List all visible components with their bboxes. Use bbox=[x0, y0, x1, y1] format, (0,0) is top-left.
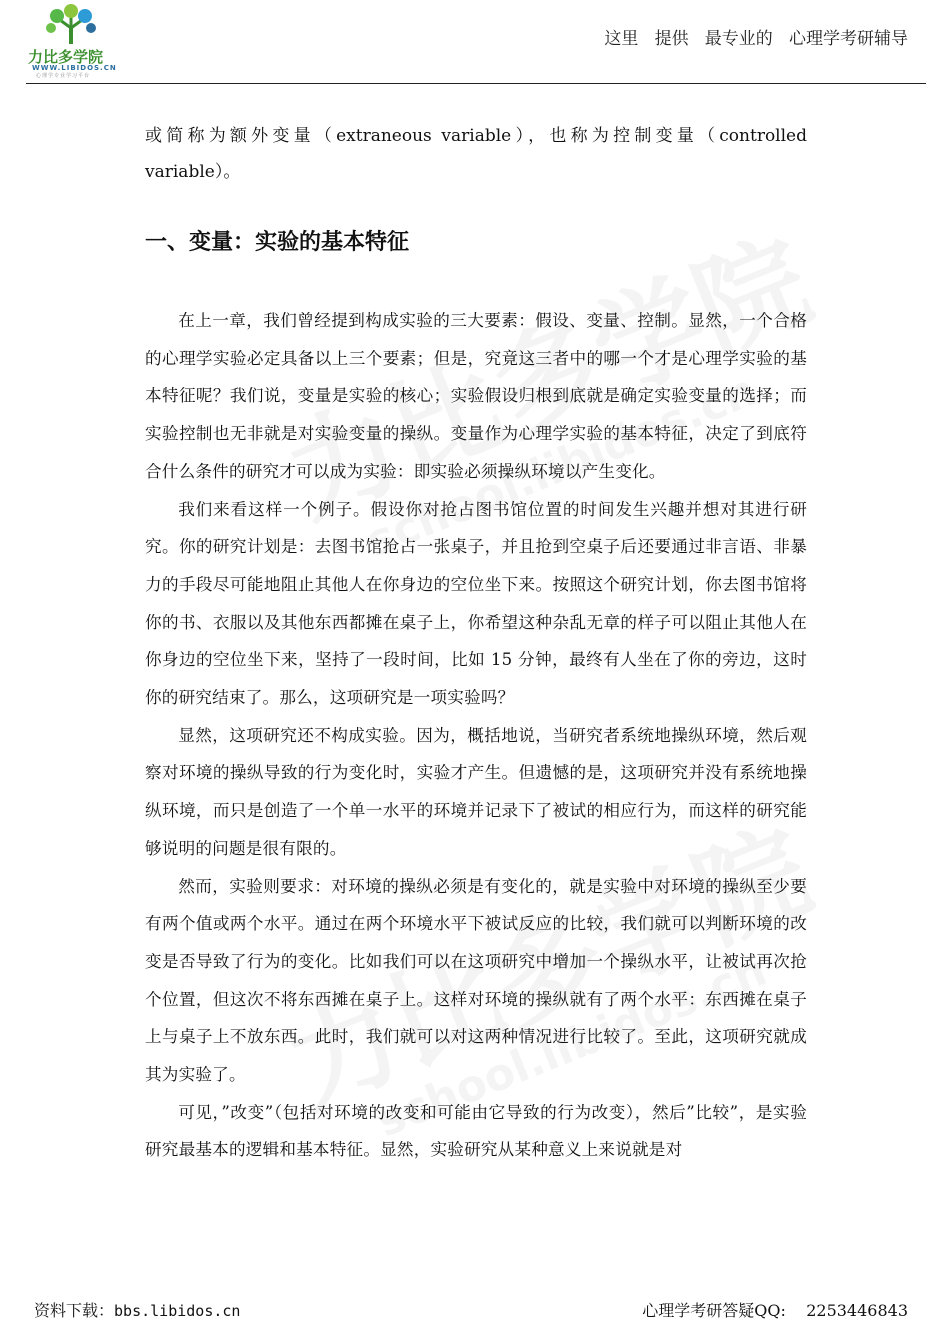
document-body bbox=[145, 118, 807, 1169]
paragraph-4: 然而，实验则要求：对环境的操纵必须是有变化的，就是实验中对环境的操纵至少要有两个值或两个水平。通过在两个环境水平下被试反应的比较，我们就可以判断环境的改变是否导致了行为的变化。比如我们可以在这项研究中增加一个操纵水平，让被试再次抢个位置，但这次不将东西摊在桌子上。这样对环境的操纵就有了两个水平：东西摊在桌子上与桌子上不放东西。此时，我们就可以对这两种情况进行比较了。至此，这项研究就成其为实验了。 bbox=[145, 876, 807, 1085]
download-link[interactable]: bbs.libidos.cn bbox=[114, 1302, 241, 1320]
header-divider bbox=[26, 83, 926, 84]
intro-line: 或简称为额外变量（extraneous variable），也称为控制变量（controlled variable）。 bbox=[145, 126, 807, 182]
paragraph-1: 在上一章，我们曾经提到构成实验的三大要素：假设、变量、控制。显然，一个合格的心理学实验必定具备以上三个要素；但是，究竟这三者中的哪一个才是心理学实验的基本特征呢？我们说，变量是实验的核心；实验假设归根到底就是确定实验变量的选择；而实验控制也无非就是对实验变量的操纵。变量作为心理学实验的基本特征，决定了到底符合什么条件的研究才可以成为实验：即实验必须操纵环境以产生变化。 bbox=[145, 311, 807, 481]
page-footer bbox=[0, 1290, 950, 1330]
logo-slogan: 心理学专业学习平台 bbox=[36, 73, 91, 79]
paragraph-2: 我们来看这样一个例子。假设你对抢占图书馆位置的时间发生兴趣并想对其进行研究。你的研究计划是：去图书馆抢占一张桌子，并且抢到空桌子后还要通过非言语、非暴力的手段尽可能地阻止其他人在你身边的空位坐下来。按照这个研究计划，你去图书馆将你的书、衣服以及其他东西都摊在桌子上，你希望这种杂乱无章的样子可以阻止其他人在你身边的空位坐下来，坚持了一段时间，比如 15 分钟，最终有人坐在了你的旁边，这时你的研究结束了。那么，这项研究是一项实验吗？ bbox=[145, 499, 807, 708]
download-label: 资料下载： bbox=[34, 1301, 115, 1320]
libidos-logo[interactable] bbox=[26, 4, 126, 79]
download-info bbox=[34, 1298, 240, 1321]
qq-number: 2253446843 bbox=[806, 1301, 908, 1320]
logo-name: 力比多学院 bbox=[28, 48, 104, 66]
logo-url: WWW.LIBIDOS.CN bbox=[32, 64, 117, 72]
qq-info bbox=[642, 1298, 908, 1321]
tree-logo-icon bbox=[46, 4, 96, 46]
qq-label: 心理学考研答疑QQ: bbox=[642, 1301, 786, 1320]
page-header bbox=[0, 0, 950, 80]
paragraph-5: 可见，”改变”（包括对环境的改变和可能由它导致的行为改变），然后”比较”，是实验研究最基本的逻辑和基本特征。显然，实验研究从某种意义上来说就是对 bbox=[145, 1102, 807, 1160]
section-title: 一、变量：实验的基本特征 bbox=[145, 230, 410, 255]
header-tagline: 这里 提供 最专业的 心理学考研辅导 bbox=[604, 29, 908, 49]
paragraph-3: 显然，这项研究还不构成实验。因为，概括地说，当研究者系统地操纵环境，然后观察对环境的操纵导致的行为变化时，实验才产生。但遗憾的是，这项研究并没有系统地操纵环境，而只是创造了一个单一水平的环境并记录下了被试的相应行为，而这样的研究能够说明的问题是很有限的。 bbox=[145, 725, 807, 858]
